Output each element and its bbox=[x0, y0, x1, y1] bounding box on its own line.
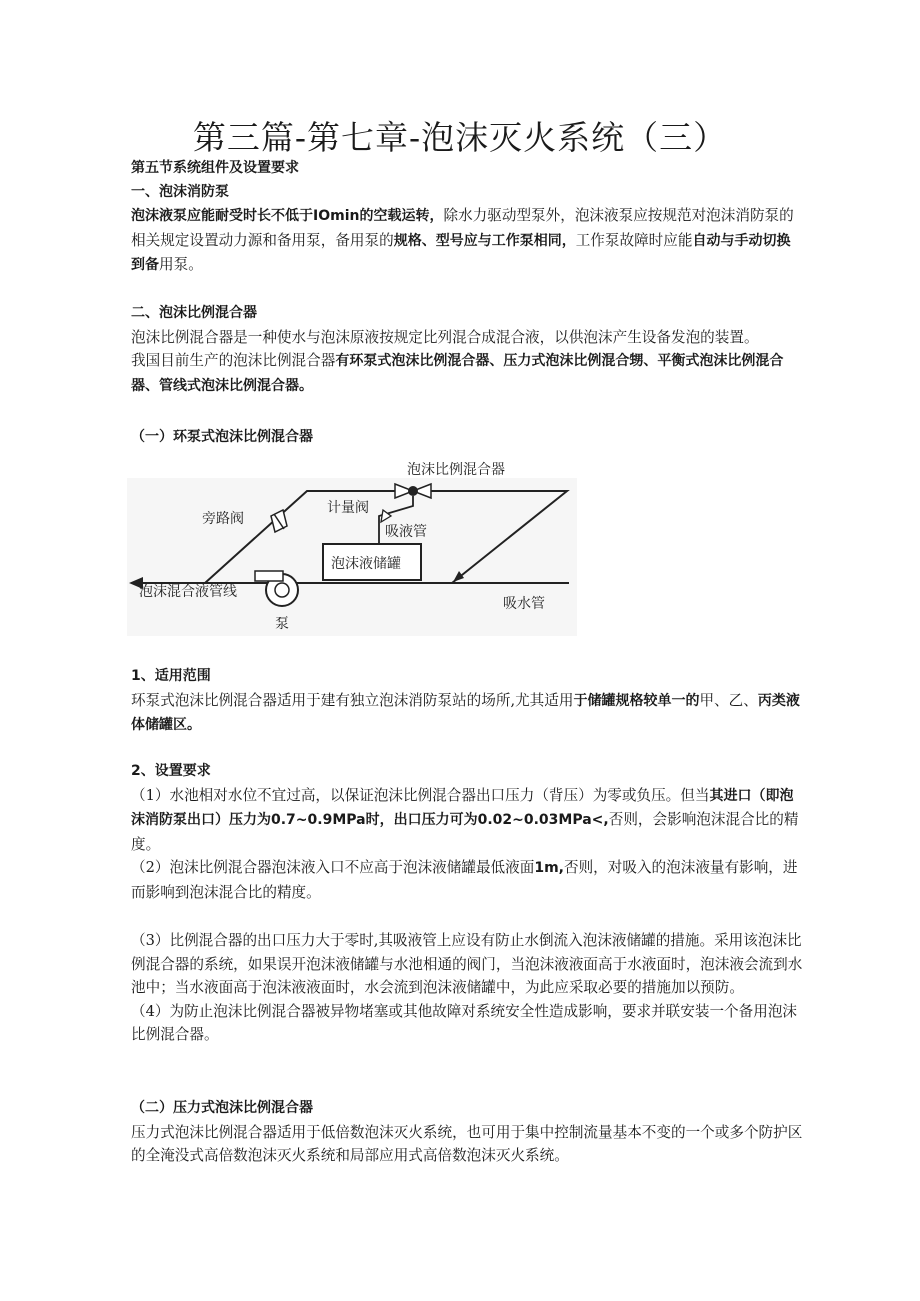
section-heading: 第五节系统组件及设置要求 bbox=[131, 160, 299, 176]
section-pump bbox=[131, 157, 803, 278]
scope-text-2: 甲、乙、 bbox=[699, 691, 758, 709]
pump-heading: 一、泡沫消防泵 bbox=[131, 183, 229, 200]
req-2-text-2: 否则，对吸入的泡沫液量有影响，进而影响到泡沫混合比的精度。 bbox=[131, 859, 798, 901]
label-suction-liquid: 吸液管 bbox=[385, 524, 427, 540]
req-4: （4）为防止泡沫比例混合器被异物堵塞或其他故障对系统安全性造成影响，要求并联安装一个备用泡沫比例混合器。 bbox=[131, 1002, 798, 1044]
scope-bold-2: 丙类液体储罐区。 bbox=[131, 692, 800, 734]
req-1-text-1: （1）水池相对水位不宜过高，以保证泡沫比例混合器出口压力（背压）为零或负压。但当 bbox=[131, 786, 710, 804]
ring-scope bbox=[131, 665, 803, 738]
label-outlet: 泡沫混合液管线 bbox=[139, 584, 237, 600]
section-pressure bbox=[131, 1097, 803, 1168]
label-bypass: 旁路阀 bbox=[202, 511, 244, 527]
page-title: 第三篇-第七章-泡沫灭火系统（三） bbox=[192, 118, 728, 157]
req-1-text-2: 否则，会影响泡沫混合比的精度。 bbox=[131, 811, 799, 853]
scope-paragraph bbox=[131, 689, 803, 738]
label-tank: 泡沫液储罐 bbox=[331, 556, 401, 572]
pump-bold-1: 泡沫液泵应能耐受时长不低于IOmin的空载运转， bbox=[131, 208, 444, 225]
pump-bold-2: 规格、型号应与工作泵相同， bbox=[393, 232, 576, 249]
pump-text-1: 除水力驱动型泵外，泡沫液泵应按规范对泡沫消防泵的相关规定设置动力源和备用泵，备用泵的 bbox=[131, 207, 794, 249]
pressure-heading: （二）压力式泡沫比例混合器 bbox=[131, 1100, 313, 1116]
mixer-paragraph-1: 泡沫比例混合器是一种使水与泡沫原液按规定比列混合成混合液，以供泡沫产生设备发泡的装置。 bbox=[131, 328, 759, 346]
ring-pump-mixer-diagram bbox=[127, 458, 577, 636]
ring-heading-block bbox=[131, 426, 803, 450]
mixer-heading: 二、泡沫比例混合器 bbox=[131, 305, 257, 321]
req-1-bold: 其进口（即泡沫消防泵出口）压力为0.7~0.9MPa时，出口压力可为0.02~0.03MPa<, bbox=[131, 787, 794, 829]
mixer-bold: 有环泵式泡沫比例混合器、压力式泡沫比例混合甥、平衡式泡沫比例混合器、管线式泡沫比例混合器。 bbox=[131, 353, 784, 394]
req-2 bbox=[131, 856, 803, 904]
scope-bold-1: 于储罐规格较单一的 bbox=[573, 692, 700, 709]
label-suction-water: 吸水管 bbox=[503, 596, 545, 612]
label-pump: 泵 bbox=[275, 616, 289, 632]
req-1 bbox=[131, 784, 803, 857]
pump-text-3: 用泵。 bbox=[159, 256, 203, 274]
req-heading: 2、设置要求 bbox=[131, 763, 211, 779]
label-mixer: 泡沫比例混合器 bbox=[407, 462, 505, 478]
req-2-text-1: （2）泡沫比例混合器泡沫液入口不应高于泡沫液储罐最低液面 bbox=[131, 859, 535, 877]
ring-heading: （一）环泵式泡沫比例混合器 bbox=[131, 429, 313, 445]
pump-text-2: 工作泵故障时应能 bbox=[575, 231, 693, 249]
req-2-bold: 1m, bbox=[534, 860, 564, 877]
mixer-paragraph-2 bbox=[131, 349, 803, 398]
mixer-text: 我国目前生产的泡沫比例混合器 bbox=[131, 352, 336, 370]
ring-requirements bbox=[131, 760, 803, 905]
pump-paragraph bbox=[131, 204, 803, 278]
scope-heading: 1、适用范围 bbox=[131, 668, 211, 684]
ring-requirements-cont bbox=[131, 929, 803, 1047]
section-mixer bbox=[131, 302, 803, 398]
mixer-valve-icon bbox=[395, 484, 431, 498]
pump-bold-3: 自动与手动切换到备 bbox=[131, 232, 791, 274]
req-3: （3）比例混合器的出口压力大于零时,其吸液管上应设有防止水倒流入泡沫液储罐的措施。采用该泡沫比例混合器的系统，如果误开泡沫液储罐与水池相通的阀门，当泡沫液液面高于水液面时，泡沫液会流到水池中；当水液面高于泡沫液液面时，水会流到泡沫液储罐中，为此应采取必要的措施加以预防。 bbox=[131, 932, 803, 997]
pressure-paragraph: 压力式泡沫比例混合器适用于低倍数泡沫灭火系统，也可用于集中控制流量基本不变的一个或多个防护区的全淹没式高倍数泡沫灭火系统和局部应用式高倍数泡沫灭火系统。 bbox=[131, 1123, 803, 1165]
scope-text: 环泵式泡沫比例混合器适用于建有独立泡沫消防泵站的场所,尤其适用 bbox=[131, 691, 574, 709]
label-meter: 计量阀 bbox=[327, 500, 369, 516]
